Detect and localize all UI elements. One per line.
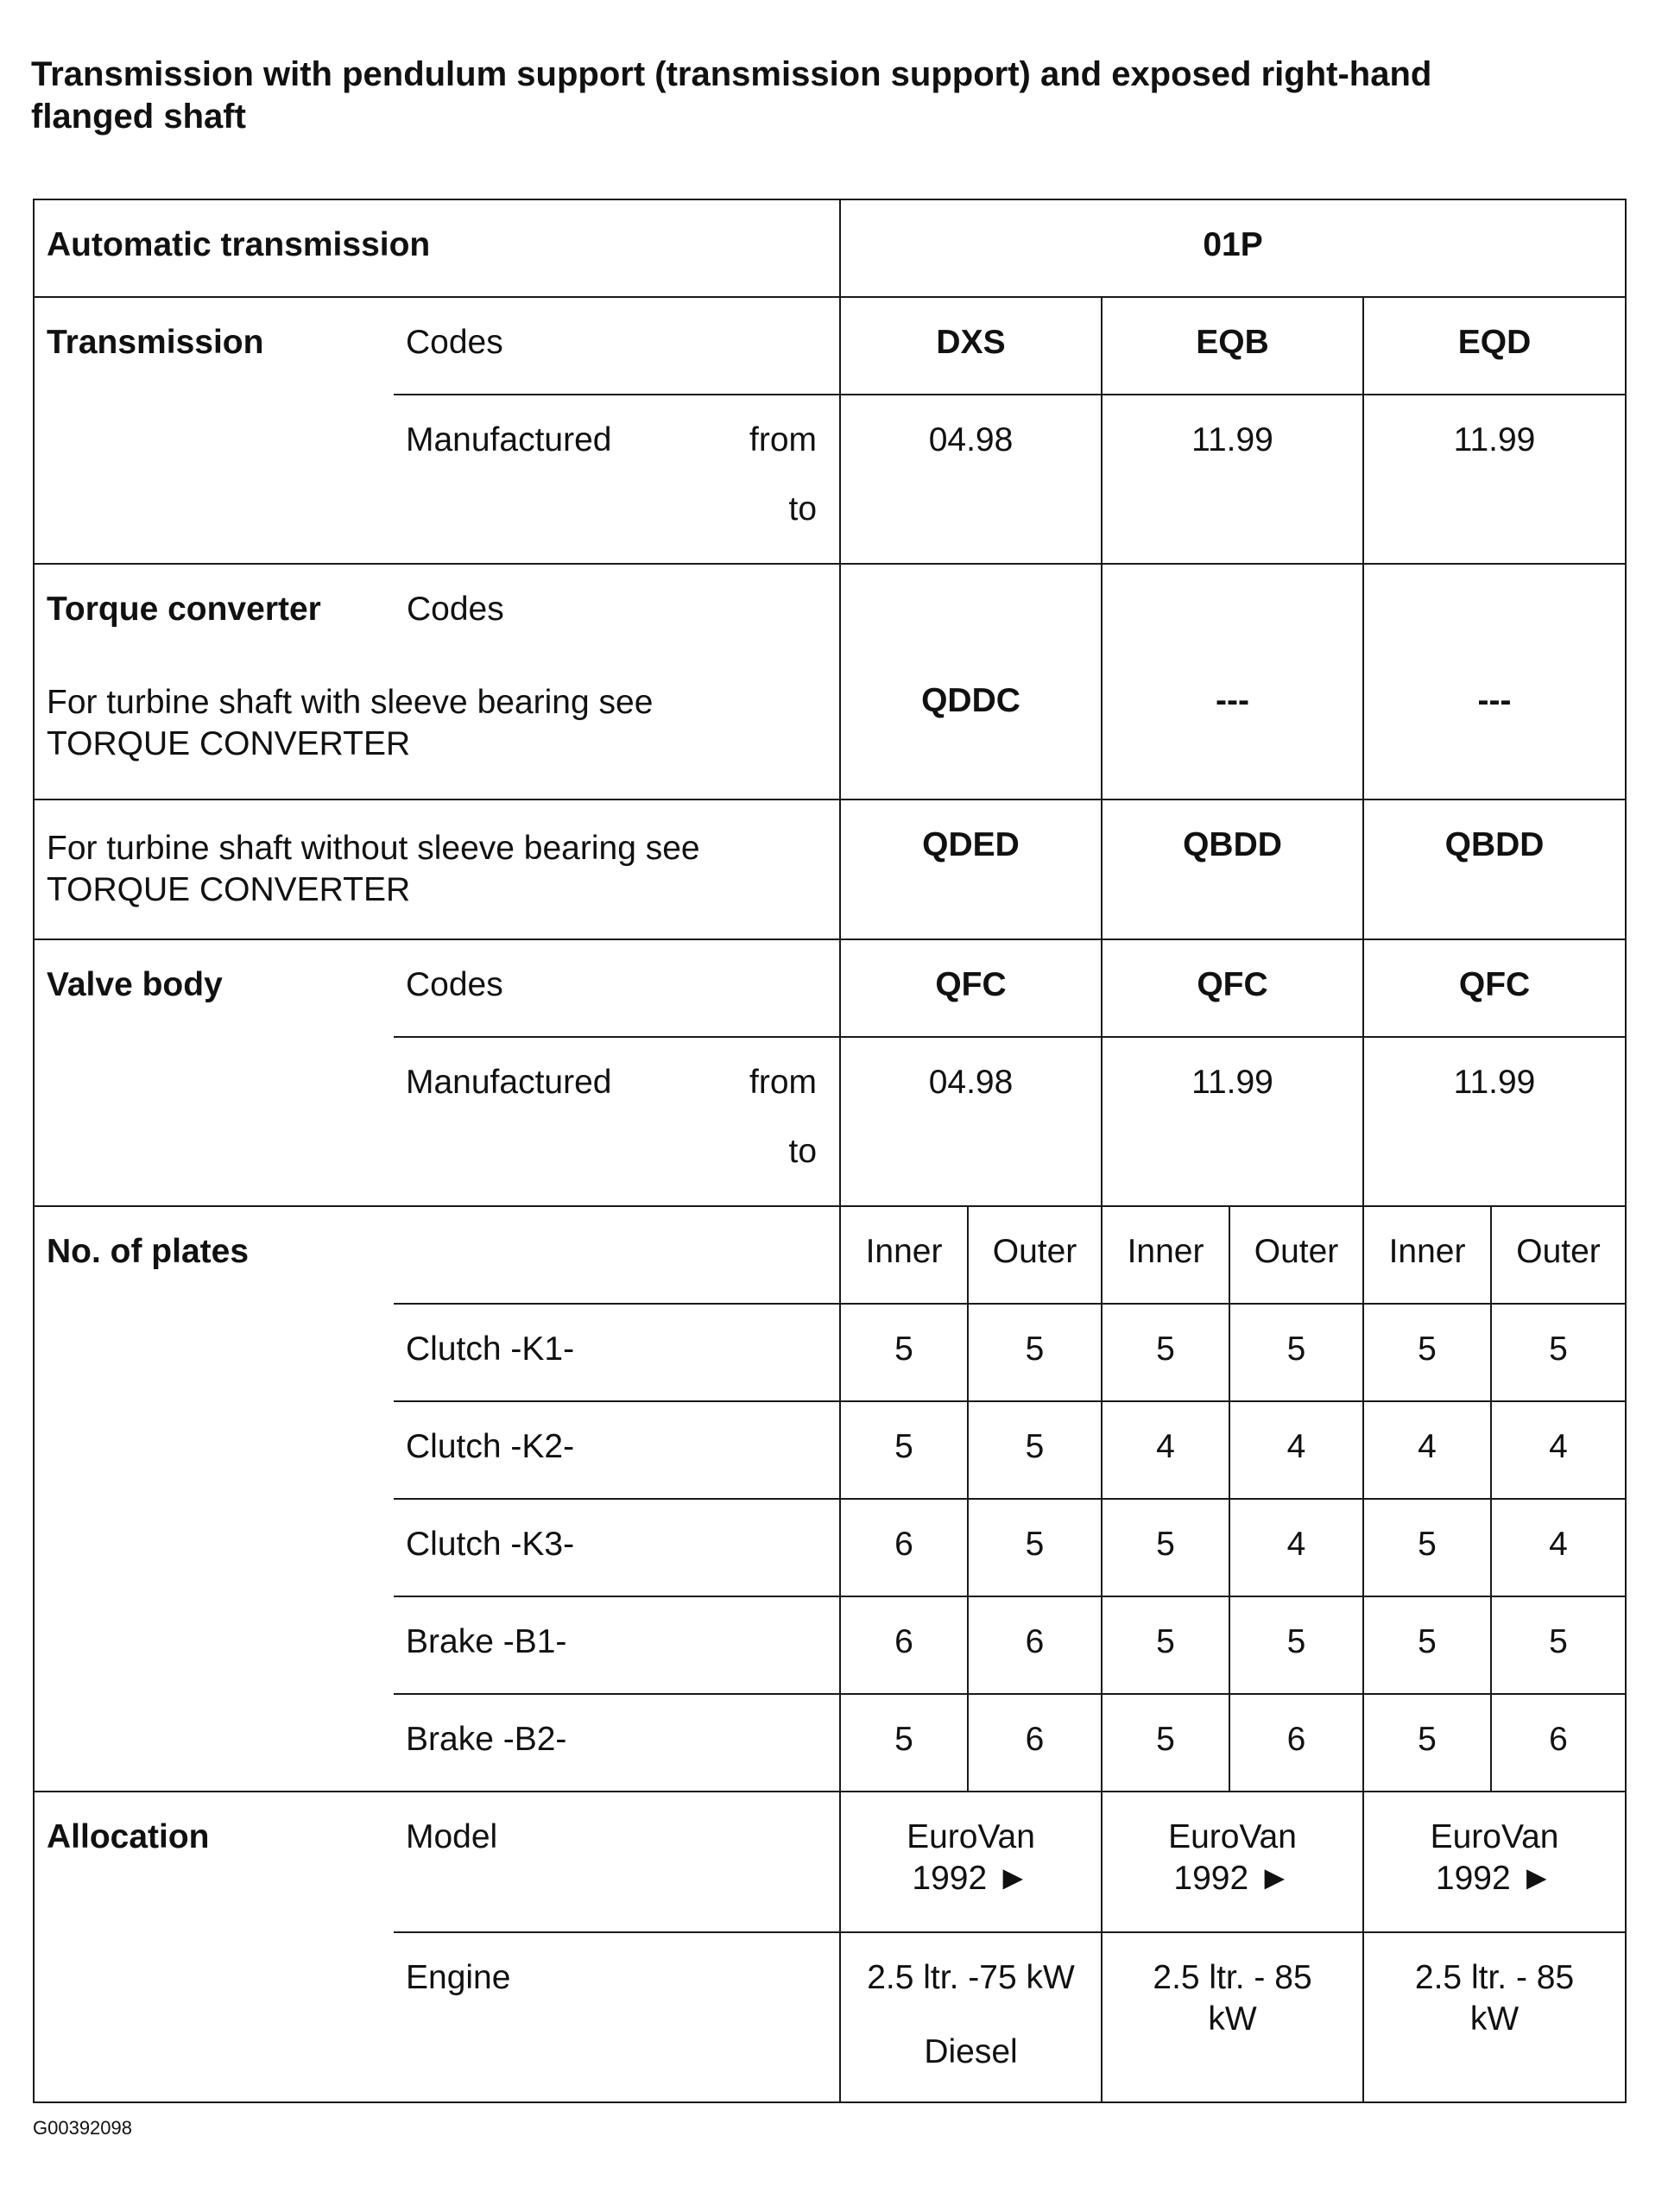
torque-converter-without-sleeve-row <box>34 799 1626 939</box>
valve-from-date: 04.98 <box>928 1064 1014 1101</box>
header-row <box>34 199 1626 297</box>
plates-row-name-cell <box>394 1694 840 1792</box>
plates-label-cell <box>34 1206 394 1792</box>
plates-row-name: Brake -B2- <box>406 1721 567 1758</box>
torque-converter-label-cell <box>34 564 840 799</box>
header-label: Automatic transmission <box>47 226 431 263</box>
page-title: Transmission with pendulum support (transmission support) and exposed right-hand flanged shaft <box>31 55 1432 136</box>
outer-header: Outer <box>968 1206 1102 1304</box>
transmission-from-date: 11.99 <box>1453 421 1536 458</box>
plates-row-name: Clutch -K3- <box>406 1526 575 1563</box>
torque-code-cell <box>1102 564 1363 799</box>
header-value-cell <box>840 199 1626 297</box>
valve-body-label-cell <box>34 939 394 1206</box>
inner-header: Inner <box>1363 1206 1491 1304</box>
model-year: 1992 ► <box>912 1860 1030 1897</box>
valve-manufactured-cell <box>394 1037 840 1206</box>
valve-code: QFC <box>1458 966 1531 1003</box>
model-name: EuroVan <box>1430 1818 1559 1855</box>
model-year: 1992 ► <box>1435 1860 1554 1897</box>
transmission-label: Transmission <box>47 324 264 361</box>
model-cell <box>1102 1792 1363 1932</box>
torque-code: --- <box>1216 682 1249 719</box>
valve-code: QFC <box>1197 966 1268 1003</box>
plate-count: 5 <box>1102 1596 1229 1694</box>
plate-count: 5 <box>1491 1304 1626 1401</box>
plates-row-name: Clutch -K1- <box>406 1330 575 1368</box>
torque-code-cell <box>1102 799 1363 939</box>
plate-count: 6 <box>968 1596 1102 1694</box>
torque-code-cell <box>840 799 1102 939</box>
engine-line2: kW <box>1208 2000 1257 2038</box>
plates-header-row <box>34 1206 1626 1304</box>
allocation-model-row <box>34 1792 1626 1932</box>
valve-code-cell <box>840 939 1102 1037</box>
model-cell <box>840 1792 1102 1932</box>
transmission-manufactured-cell <box>394 395 840 564</box>
figure-id: G00392098 <box>33 2117 132 2139</box>
engine-label: Engine <box>406 1959 511 1996</box>
transmission-date-cell <box>1363 395 1626 564</box>
outer-header: Outer <box>1491 1206 1626 1304</box>
transmission-code: EQB <box>1196 324 1269 361</box>
torque-code-cell <box>840 564 1102 799</box>
transmission-code: DXS <box>936 324 1006 361</box>
valve-code-cell <box>1102 939 1363 1037</box>
valve-from-date: 11.99 <box>1453 1064 1536 1101</box>
inner-header: Inner <box>840 1206 968 1304</box>
torque-code: QBDD <box>1183 826 1282 863</box>
engine-line1: 2.5 ltr. - 85 <box>1153 1959 1312 1996</box>
with-sleeve-text: For turbine shaft with sleeve bearing see TORQUE CONVERTER <box>47 684 654 762</box>
plate-count: 5 <box>1229 1596 1363 1694</box>
engine-line2: Diesel <box>924 2033 1018 2070</box>
valve-body-label: Valve body <box>47 966 223 1003</box>
plate-count: 5 <box>968 1499 1102 1596</box>
plates-row-name: Clutch -K2- <box>406 1428 575 1465</box>
transmission-codes-label-cell <box>394 297 840 395</box>
transmission-codes-row <box>34 297 1626 395</box>
torque-converter-with-sleeve-row <box>34 564 1626 799</box>
valve-body-codes-label-cell <box>394 939 840 1037</box>
plate-count: 5 <box>1102 1304 1229 1401</box>
transmission-code-cell <box>1102 297 1363 395</box>
plate-count: 5 <box>968 1401 1102 1499</box>
model-year: 1992 ► <box>1173 1860 1292 1897</box>
engine-line1: 2.5 ltr. -75 kW <box>867 1959 1075 1996</box>
valve-body-codes-row <box>34 939 1626 1037</box>
model-label-cell <box>394 1792 840 1932</box>
plate-count: 5 <box>1229 1304 1363 1401</box>
transmission-code: EQD <box>1457 324 1532 361</box>
from-label: from <box>749 421 818 458</box>
plate-count: 5 <box>1102 1499 1229 1596</box>
without-sleeve-text: For turbine shaft without sleeve bearing see TORQUE CONVERTER <box>47 830 700 908</box>
inner-header: Inner <box>1102 1206 1229 1304</box>
engine-line1: 2.5 ltr. - 85 <box>1414 1959 1575 1996</box>
torque-code-cell <box>1363 799 1626 939</box>
valve-code: QFC <box>935 966 1007 1003</box>
transmission-date-cell <box>1102 395 1363 564</box>
plates-label: No. of plates <box>47 1233 250 1270</box>
torque-code: QDDC <box>921 682 1020 719</box>
torque-code-cell <box>1363 564 1626 799</box>
plate-count: 6 <box>968 1694 1102 1792</box>
valve-from-date: 11.99 <box>1191 1064 1273 1101</box>
plate-count: 4 <box>1229 1401 1363 1499</box>
transmission-spec-table <box>33 199 1627 2103</box>
engine-line2: kW <box>1469 2000 1520 2038</box>
plate-count: 5 <box>840 1694 968 1792</box>
transmission-label-cell <box>34 297 394 564</box>
allocation-label: Allocation <box>47 1818 210 1855</box>
to-label: to <box>788 1133 818 1170</box>
plate-count: 4 <box>1491 1401 1626 1499</box>
torque-code: QBDD <box>1444 826 1545 863</box>
valve-date-cell <box>1363 1037 1626 1206</box>
engine-cell <box>840 1932 1102 2102</box>
transmission-from-date: 04.98 <box>928 421 1014 458</box>
transmission-codes-label: Codes <box>406 324 503 361</box>
without-sleeve-text-cell <box>34 799 840 939</box>
to-label: to <box>788 490 818 528</box>
valve-date-cell <box>840 1037 1102 1206</box>
plate-count: 5 <box>1491 1596 1626 1694</box>
manufactured-label: Manufactured <box>406 1064 612 1101</box>
plate-count: 4 <box>1102 1401 1229 1499</box>
plate-count: 6 <box>840 1499 968 1596</box>
outer-header: Outer <box>1229 1206 1363 1304</box>
plate-count: 5 <box>1363 1596 1491 1694</box>
model-cell <box>1363 1792 1626 1932</box>
plates-row-name-cell <box>394 1304 840 1401</box>
plates-row-name: Brake -B1- <box>406 1623 567 1660</box>
plate-count: 4 <box>1491 1499 1626 1596</box>
plates-header-blank <box>394 1206 840 1304</box>
header-value: 01P <box>1203 226 1263 263</box>
plate-count: 4 <box>1363 1401 1491 1499</box>
plate-count: 6 <box>1491 1694 1626 1792</box>
torque-code: QDED <box>922 826 1020 863</box>
plate-count: 5 <box>1363 1304 1491 1401</box>
torque-code: --- <box>1477 682 1512 719</box>
engine-cell <box>1363 1932 1626 2102</box>
valve-code-cell <box>1363 939 1626 1037</box>
engine-label-cell <box>394 1932 840 2102</box>
plate-count: 5 <box>840 1401 968 1499</box>
from-label: from <box>749 1064 818 1101</box>
plates-row-name-cell <box>394 1401 840 1499</box>
engine-cell <box>1102 1932 1363 2102</box>
plate-count: 4 <box>1229 1499 1363 1596</box>
plate-count: 5 <box>840 1304 968 1401</box>
plate-count: 6 <box>1229 1694 1363 1792</box>
torque-converter-label: Torque converter <box>47 591 321 628</box>
plate-count: 5 <box>1363 1499 1491 1596</box>
model-name: EuroVan <box>907 1818 1035 1855</box>
model-label: Model <box>406 1818 498 1855</box>
torque-converter-codes-label: Codes <box>407 591 504 628</box>
plate-count: 5 <box>968 1304 1102 1401</box>
allocation-label-cell <box>34 1792 394 2102</box>
transmission-code-cell <box>840 297 1102 395</box>
valve-body-codes-label: Codes <box>406 966 503 1003</box>
plate-count: 5 <box>1102 1694 1229 1792</box>
plates-row-name-cell <box>394 1596 840 1694</box>
transmission-from-date: 11.99 <box>1191 421 1273 458</box>
plate-count: 5 <box>1363 1694 1491 1792</box>
transmission-code-cell <box>1363 297 1626 395</box>
manufactured-label: Manufactured <box>406 421 612 458</box>
valve-date-cell <box>1102 1037 1363 1206</box>
plates-row-name-cell <box>394 1499 840 1596</box>
transmission-date-cell <box>840 395 1102 564</box>
header-label-cell <box>34 199 840 297</box>
plate-count: 6 <box>840 1596 968 1694</box>
model-name: EuroVan <box>1168 1818 1297 1855</box>
